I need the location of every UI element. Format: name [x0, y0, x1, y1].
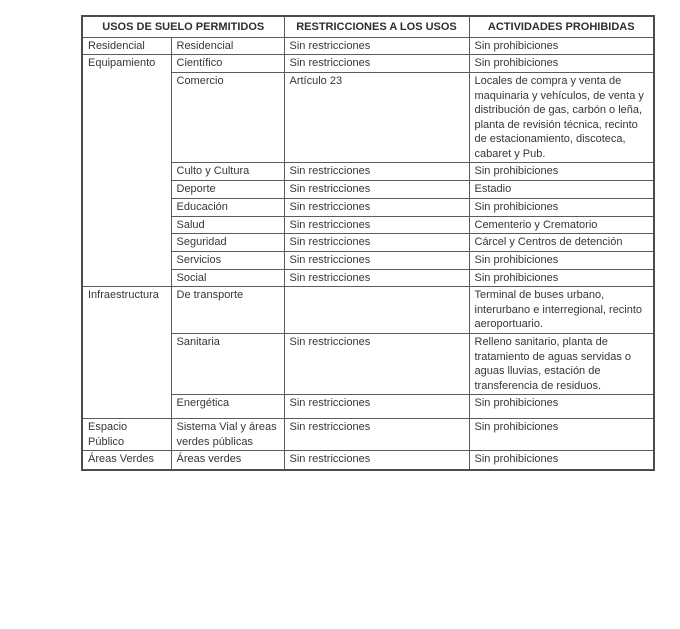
table-row: [82, 37, 654, 55]
restriction-cell: Sin restricciones: [284, 419, 469, 451]
use-cell: Seguridad: [171, 234, 284, 252]
land-use-table: [81, 15, 655, 471]
use-cell: Sistema Vial y áreas verdes públicas: [171, 419, 284, 451]
table-row: [82, 419, 654, 451]
restriction-cell: Sin restricciones: [284, 252, 469, 270]
restriction-cell: Sin restricciones: [284, 181, 469, 199]
use-cell: Sanitaria: [171, 334, 284, 395]
prohibition-cell: Relleno sanitario, planta de tratamiento de aguas servidas o aguas lluvias, estación de transferencia de residuos.: [469, 334, 654, 395]
use-cell: Social: [171, 269, 284, 287]
prohibition-cell: Cárcel y Centros de detención: [469, 234, 654, 252]
restriction-cell: Artículo 23: [284, 73, 469, 163]
prohibition-cell: Sin prohibiciones: [469, 395, 654, 419]
header-restricciones: RESTRICCIONES A LOS USOS: [284, 16, 469, 37]
prohibition-cell: Cementerio y Crematorio: [469, 216, 654, 234]
use-cell: Científico: [171, 55, 284, 73]
prohibition-cell: Sin prohibiciones: [469, 451, 654, 470]
prohibition-cell: Locales de compra y venta de maquinaria y vehículos, de venta y distribución de gas, carbón o leña, planta de revisión técnica, recinto de estacionamiento, discoteca, cabaret y Pub.: [469, 73, 654, 163]
table-row: [82, 55, 654, 73]
prohibition-cell: Sin prohibiciones: [469, 269, 654, 287]
prohibition-cell: Sin prohibiciones: [469, 252, 654, 270]
use-cell: Servicios: [171, 252, 284, 270]
prohibition-cell: Sin prohibiciones: [469, 163, 654, 181]
use-cell: De transporte: [171, 287, 284, 334]
use-cell: Educación: [171, 198, 284, 216]
prohibition-cell: Sin prohibiciones: [469, 55, 654, 73]
restriction-cell: Sin restricciones: [284, 55, 469, 73]
use-cell: Áreas verdes: [171, 451, 284, 470]
use-cell: Residencial: [171, 37, 284, 55]
category-cell: Áreas Verdes: [82, 451, 171, 470]
use-cell: Deporte: [171, 181, 284, 199]
use-cell: Culto y Cultura: [171, 163, 284, 181]
restriction-cell: [284, 287, 469, 334]
restriction-cell: Sin restricciones: [284, 451, 469, 470]
prohibition-cell: Estadio: [469, 181, 654, 199]
header-usos-de-suelo: USOS DE SUELO PERMITIDOS: [82, 16, 284, 37]
prohibition-cell: Sin prohibiciones: [469, 198, 654, 216]
restriction-cell: Sin restricciones: [284, 395, 469, 419]
table-row: [82, 287, 654, 334]
restriction-cell: Sin restricciones: [284, 163, 469, 181]
use-cell: Energética: [171, 395, 284, 419]
restriction-cell: Sin restricciones: [284, 269, 469, 287]
table-header-row: [82, 16, 654, 37]
prohibition-cell: Sin prohibiciones: [469, 419, 654, 451]
restriction-cell: Sin restricciones: [284, 234, 469, 252]
use-cell: Salud: [171, 216, 284, 234]
category-cell: Residencial: [82, 37, 171, 55]
restriction-cell: Sin restricciones: [284, 216, 469, 234]
restriction-cell: Sin restricciones: [284, 198, 469, 216]
category-cell: Infraestructura: [82, 287, 171, 419]
table-row: [82, 451, 654, 470]
restriction-cell: Sin restricciones: [284, 334, 469, 395]
category-cell: Equipamiento: [82, 55, 171, 287]
use-cell: Comercio: [171, 73, 284, 163]
prohibition-cell: Sin prohibiciones: [469, 37, 654, 55]
restriction-cell: Sin restricciones: [284, 37, 469, 55]
header-actividades-prohibidas: ACTIVIDADES PROHIBIDAS: [469, 16, 654, 37]
category-cell: Espacio Público: [82, 419, 171, 451]
prohibition-cell: Terminal de buses urbano, interurbano e interregional, recinto aeroportuario.: [469, 287, 654, 334]
